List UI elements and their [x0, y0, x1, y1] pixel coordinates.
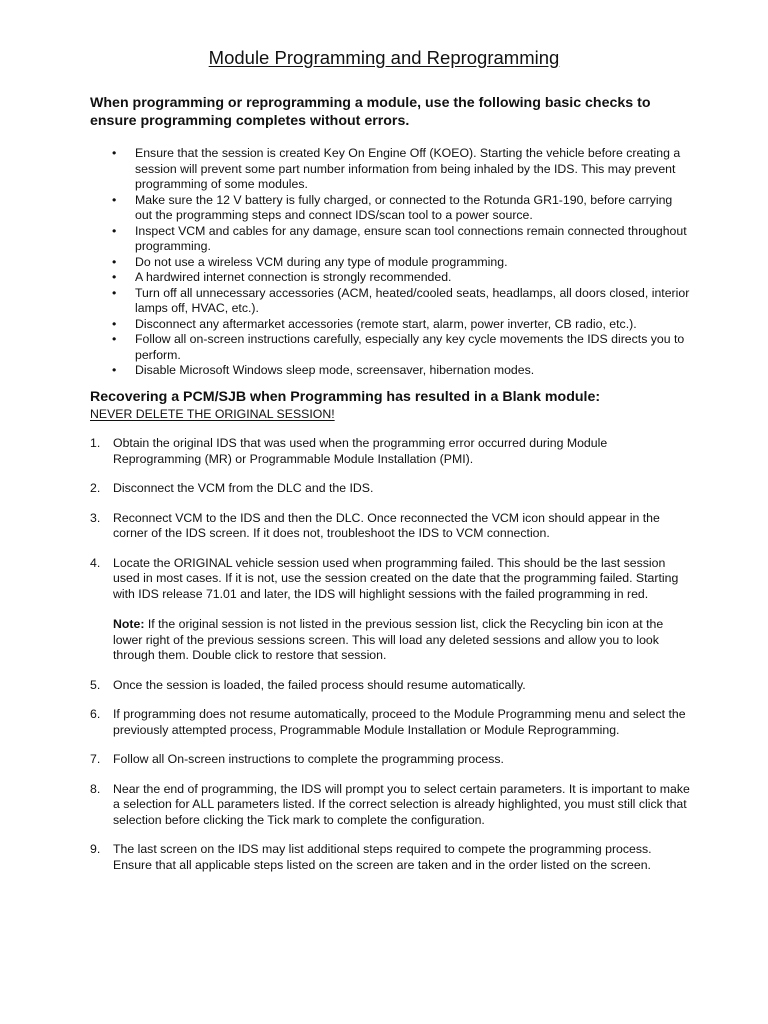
step-text: Obtain the original IDS that was used when the programming error occurred during Module Reprogramming (MR) or Programmable Module Installation (PMI).	[113, 436, 608, 466]
step-text: Reconnect VCM to the IDS and then the DLC. Once reconnected the VCM icon should appear in the corner of the IDS screen. If it does not, troubleshoot the IDS to VCM connection.	[113, 510, 660, 540]
checklist-item: • Follow all on-screen instructions carefully, especially any key cycle movements the IDS directs you to perform.	[90, 332, 690, 363]
step-item	[90, 481, 690, 497]
step-text: Locate the ORIGINAL vehicle session used when programming failed. This should be the last session used in most cases. If it is not, use the session created on the date that the programming failed. Starting with IDS release 71.01 and later, the IDS will highlight sessions with the failed programming in red.	[113, 555, 679, 601]
checklist-item: • A hardwired internet connection is strongly recommended.	[90, 270, 690, 286]
step-number: 9.	[90, 842, 101, 856]
checklist-item: • Ensure that the session is created Key On Engine Off (KOEO). Starting the vehicle before creating a session will prevent some part number information from being inhaled by the IDS. This may prevent programming of some modules.	[90, 146, 690, 193]
step-number: 4.	[90, 555, 101, 570]
checklist-item: • Do not use a wireless VCM during any type of module programming.	[90, 255, 690, 271]
step-text: Follow all On-screen instructions to complete the programming process.	[113, 752, 504, 766]
step-item	[90, 436, 690, 467]
step-item	[90, 678, 690, 694]
step-number: 2.	[90, 481, 101, 495]
note-text: If the original session is not listed in the previous session list, click the Recycling bin icon at the lower right of the previous sessions screen. This will load any deleted sessions and allow you to look through them. Double click to restore that session.	[113, 617, 664, 662]
page-title: Module Programming and Reprogramming	[208, 47, 560, 68]
step-text: If programming does not resume automatically, proceed to the Module Programming menu and select the previously attempted process, Programmable Module Installation or Module Reprogramming.	[113, 707, 686, 737]
intro-heading: When programming or reprogramming a module, use the following basic checks to ensure programming completes without errors.	[90, 95, 651, 129]
step-number: 3.	[90, 510, 101, 525]
warning-text: NEVER DELETE THE ORIGINAL SESSION!	[90, 407, 335, 421]
step-text: Disconnect the VCM from the DLC and the IDS.	[113, 481, 374, 495]
checklist-item: • Disable Microsoft Windows sleep mode, screensaver, hibernation modes.	[90, 363, 690, 379]
note-paragraph	[113, 617, 690, 664]
step-item	[90, 782, 690, 829]
recovery-steps	[90, 436, 690, 887]
step-text: Once the session is loaded, the failed process should resume automatically.	[113, 677, 526, 692]
checklist	[90, 146, 690, 379]
checklist-item: • Inspect VCM and cables for any damage, ensure scan tool connections remain connected throughout programming.	[90, 224, 690, 255]
step-item	[90, 707, 690, 738]
note-label: Note:	[113, 617, 145, 631]
section-heading: Recovering a PCM/SJB when Programming has resulted in a Blank module:	[90, 389, 601, 405]
step-text: The last screen on the IDS may list additional steps required to compete the programming process. Ensure that all applicable steps listed on the screen are taken and in the order listed on the screen.	[113, 842, 652, 872]
step-number: 8.	[90, 781, 101, 796]
step-number: 5.	[90, 677, 101, 692]
checklist-item: • Turn off all unnecessary accessories (ACM, heated/cooled seats, headlamps, all doors closed, interior lamps off, HVAC, etc.).	[90, 286, 690, 317]
step-item	[90, 556, 690, 664]
step-number: 6.	[90, 707, 101, 721]
step-item	[90, 752, 690, 768]
step-number: 7.	[90, 752, 101, 766]
step-item	[90, 842, 690, 873]
checklist-item: • Make sure the 12 V battery is fully charged, or connected to the Rotunda GR1-190, before carrying out the programming steps and connect IDS/scan tool to a power source.	[90, 193, 690, 224]
step-number: 1.	[90, 436, 101, 450]
checklist-item: • Disconnect any aftermarket accessories (remote start, alarm, power inverter, CB radio, etc.).	[90, 317, 690, 333]
step-text: Near the end of programming, the IDS will prompt you to select certain parameters. It is important to make a selection for ALL parameters listed. If the correct selection is already highlighted, you must still click that selection before clicking the Tick mark to complete the configuration.	[113, 781, 690, 827]
step-item	[90, 511, 690, 542]
